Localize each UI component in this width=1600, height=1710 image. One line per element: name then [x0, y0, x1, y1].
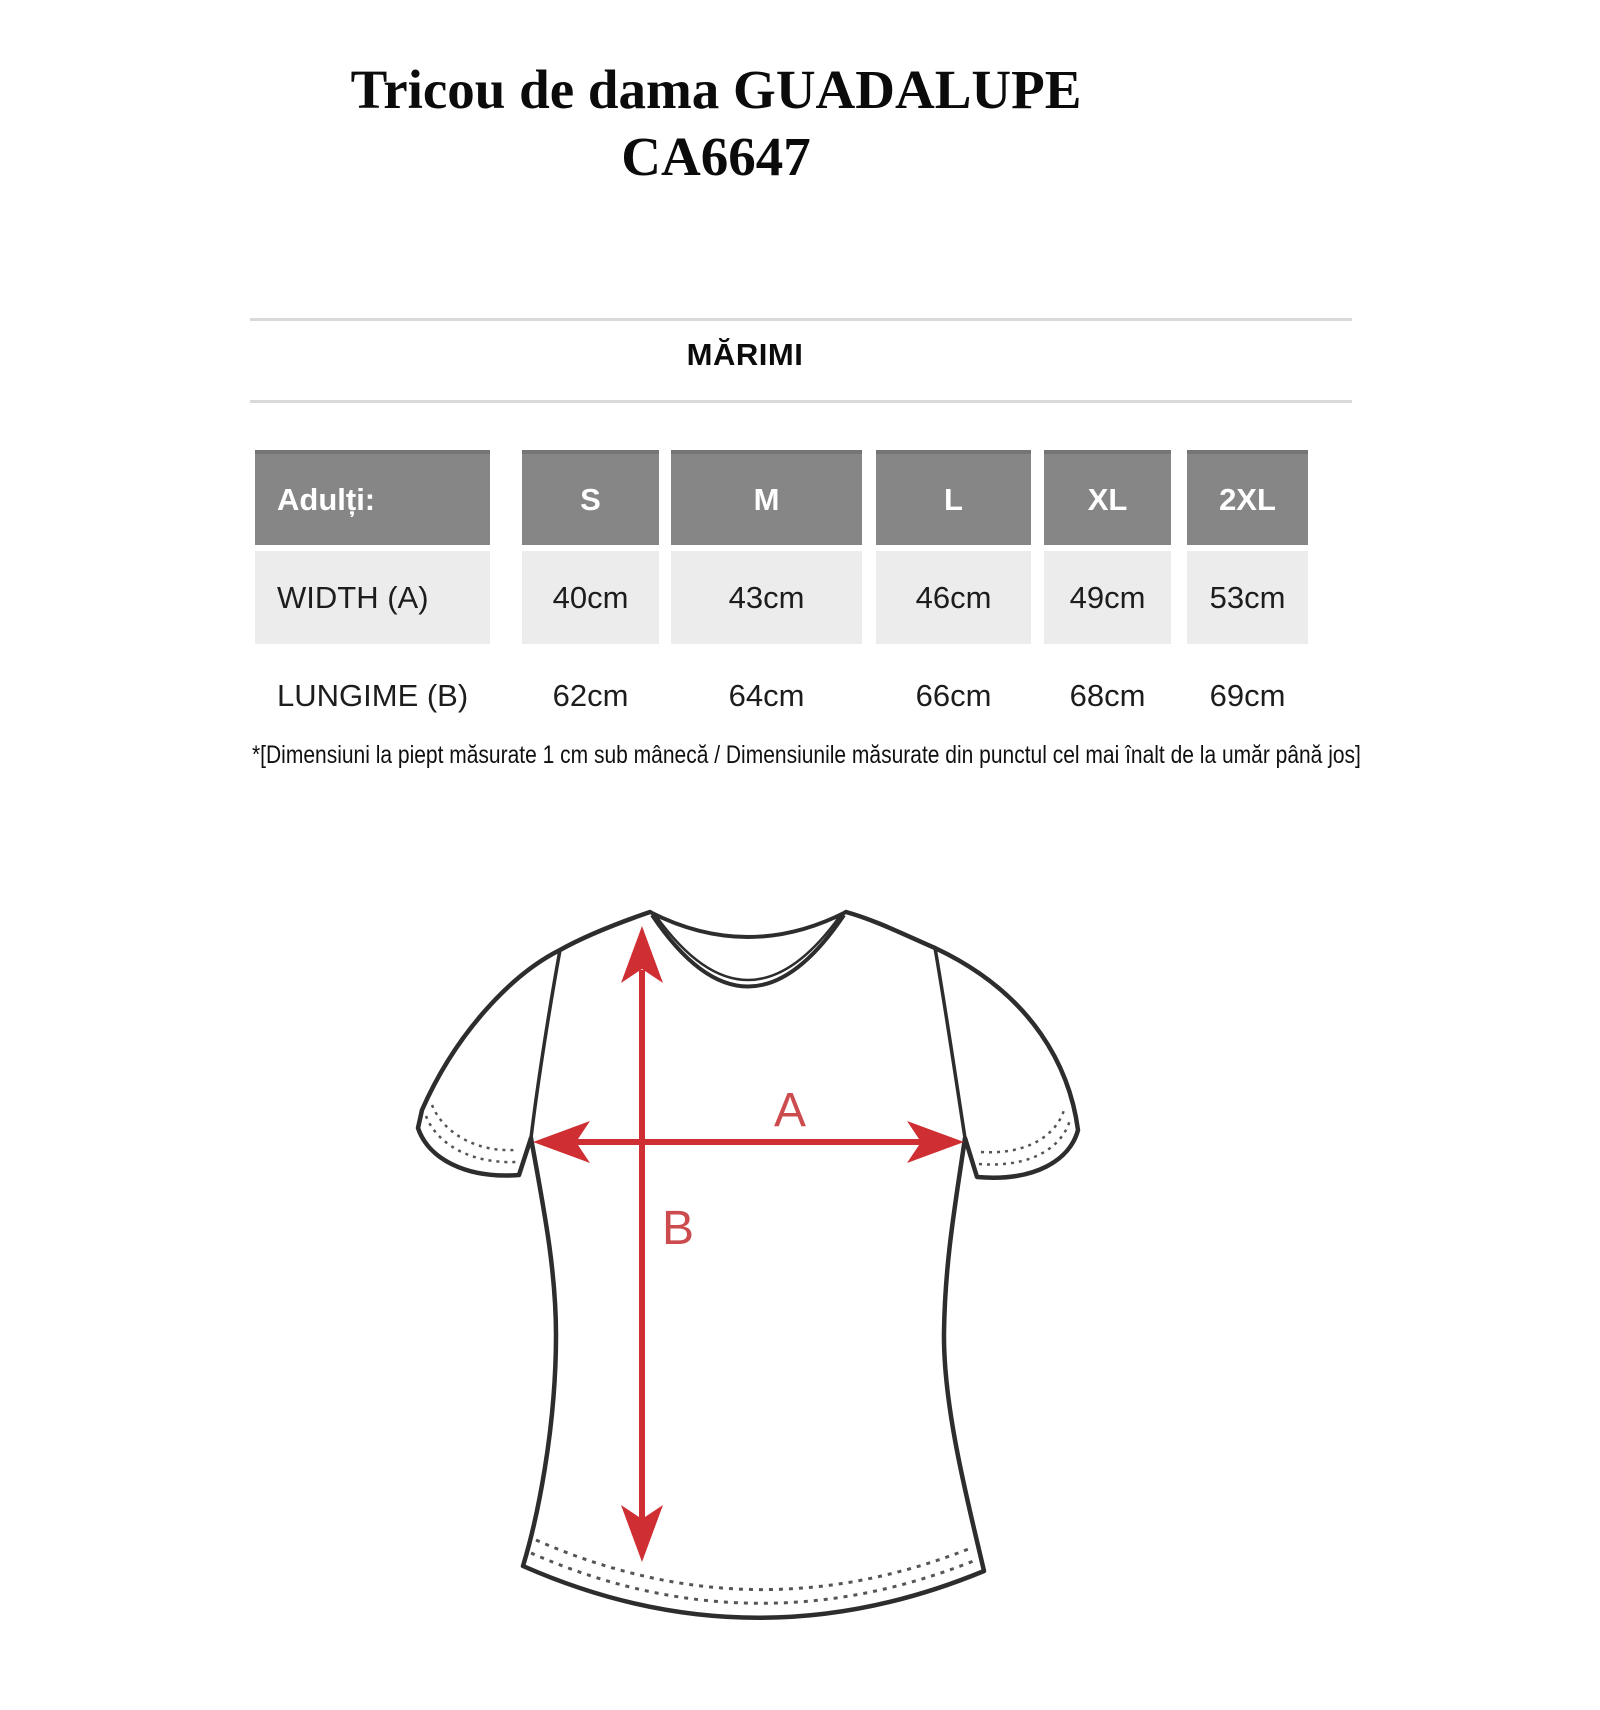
- tshirt-diagram: [370, 820, 1090, 1630]
- sizes-section-heading: MĂRIMI: [686, 337, 804, 372]
- length-value-m: 64cm: [728, 678, 805, 713]
- product-title-line2: CA6647: [621, 126, 811, 187]
- length-row-label: LUNGIME (B): [277, 678, 469, 713]
- width-value-xl: 49cm: [1044, 551, 1171, 644]
- width-value-2xl: 53cm: [1187, 551, 1308, 644]
- width-row-label: WIDTH (A): [255, 551, 490, 644]
- length-value-s: 62cm: [552, 678, 629, 713]
- size-header-l: L: [876, 450, 1031, 545]
- tshirt-outline: [418, 912, 1078, 1618]
- width-value-m: 43cm: [671, 551, 862, 644]
- divider-top: [250, 318, 1352, 321]
- length-value-l: 66cm: [915, 678, 992, 713]
- size-header-s: S: [522, 450, 659, 545]
- length-value-xl: 68cm: [1069, 678, 1146, 713]
- divider-bottom: [250, 400, 1352, 403]
- page-title: [0, 56, 1432, 190]
- width-arrow-label: A: [773, 1084, 807, 1137]
- size-header-m: M: [671, 450, 862, 545]
- measurement-footnote: *[Dimensiuni la piept măsurate 1 cm sub mânecă / Dimensiunile măsurate din punctul cel mai înalt de la umăr până jos]: [252, 741, 1361, 769]
- width-value-l: 46cm: [876, 551, 1031, 644]
- length-arrow-label: B: [661, 1202, 695, 1255]
- tshirt-diagram-svg: [370, 820, 1090, 1630]
- size-header-xl: XL: [1044, 450, 1171, 545]
- length-value-2xl: 69cm: [1209, 678, 1286, 713]
- product-title-line1: Tricou de dama GUADALUPE: [350, 59, 1082, 120]
- width-value-s: 40cm: [522, 551, 659, 644]
- size-header-2xl: 2XL: [1187, 450, 1308, 545]
- size-table-corner-header: Adulți:: [255, 450, 490, 545]
